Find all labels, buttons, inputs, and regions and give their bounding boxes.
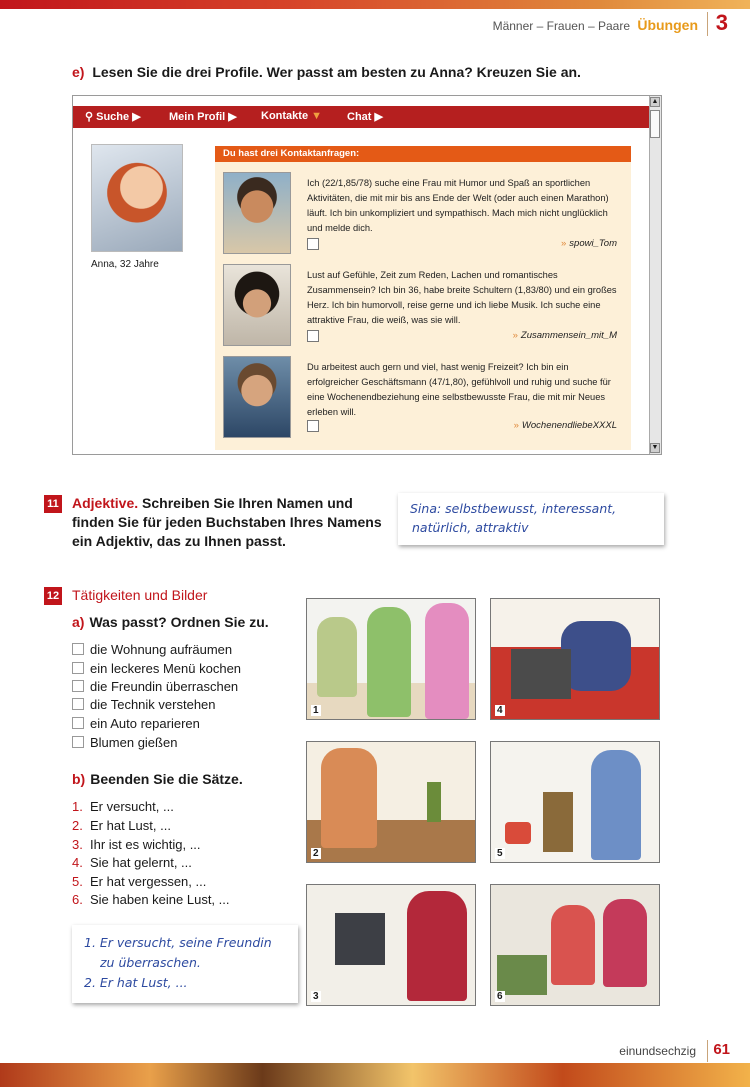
picture-number: 2 bbox=[313, 848, 319, 859]
profile-signature: » WochenendliebeXXXL bbox=[513, 420, 617, 431]
illustration-cooking bbox=[306, 741, 476, 863]
site-navbar bbox=[73, 106, 649, 128]
sentence-item: 2. Er hat Lust, ... bbox=[72, 818, 171, 833]
task-text: Lesen Sie die drei Profile. Wer passt am besten zu Anna? Kreuzen Sie an. bbox=[92, 64, 581, 80]
profile-text: Du arbeitest auch gern und viel, hast wenig Freizeit? Ich bin ein erfolgreicher Geschäftsmann (47/1,80), gefühlvoll und ruhig und suche für eine Wochenendbeziehung eine selbstbewusste Frau, die mit mir Neues erleben will. bbox=[307, 362, 611, 417]
person-figure bbox=[425, 603, 469, 719]
play-icon: ▶ bbox=[374, 111, 383, 123]
person-figure bbox=[603, 899, 647, 987]
profile-card bbox=[223, 356, 625, 446]
illustration-computer bbox=[306, 884, 476, 1006]
exercise-11-number: 11 bbox=[44, 495, 62, 513]
task-letter: e) bbox=[72, 64, 85, 80]
page-word: einundsechzig bbox=[619, 1044, 696, 1058]
nav-suche[interactable]: ⚲ Suche ▶ bbox=[85, 111, 141, 123]
profile-text: Lust auf Gefühle, Zeit zum Reden, Lachen und romantisches Zusammensein? Ich bin 36, habe breite Schultern (1,83/80) und ein großes Herz. Ich bin humorvoll, reise gerne und ich liebe Musik. Ich suche eine attraktive Frau, die weiß, was sie will. bbox=[307, 270, 617, 325]
nav-kontakte[interactable]: Kontakte ▼ bbox=[261, 110, 323, 122]
footer-divider bbox=[707, 1040, 708, 1062]
sentence-item: 3. Ihr ist es wichtig, ... bbox=[72, 837, 201, 852]
illustration-car-repair bbox=[490, 598, 660, 720]
sentence-item: 6. Sie haben keine Lust, ... bbox=[72, 892, 230, 907]
exercise-11-example-note: Sina: selbstbewusst, interessant, natürlich, attraktiv bbox=[398, 493, 664, 545]
person-figure bbox=[317, 617, 357, 697]
bottom-photo-strip bbox=[0, 1063, 750, 1087]
page-number: 61 bbox=[713, 1041, 730, 1058]
activity-item[interactable]: die Freundin überraschen bbox=[72, 679, 238, 694]
profile-signature: » spowi_Tom bbox=[561, 238, 617, 249]
task-e-instruction bbox=[72, 64, 581, 80]
person-figure bbox=[407, 891, 467, 1001]
sentence-item: 4. Sie hat gelernt, ... bbox=[72, 855, 192, 870]
picture-number: 6 bbox=[497, 991, 503, 1002]
exercise-12a-instruction: a) Was passt? Ordnen Sie zu. bbox=[72, 614, 269, 630]
person-figure bbox=[321, 748, 377, 848]
section-label: Übungen bbox=[637, 17, 698, 33]
profile-card bbox=[223, 172, 625, 262]
activity-checkbox bbox=[72, 643, 84, 655]
watering-can-shape bbox=[505, 822, 531, 844]
top-color-band bbox=[0, 0, 750, 9]
activity-item[interactable]: ein Auto reparieren bbox=[72, 716, 200, 731]
profile-checkbox[interactable] bbox=[307, 238, 319, 250]
play-icon: ▶ bbox=[132, 111, 141, 123]
dating-site-window bbox=[72, 95, 662, 455]
scroll-thumb[interactable] bbox=[650, 110, 660, 138]
picture-number: 3 bbox=[313, 991, 319, 1002]
search-icon: ⚲ bbox=[85, 111, 94, 123]
exercise-12-number: 12 bbox=[44, 587, 62, 605]
person-figure bbox=[367, 607, 411, 717]
exercise-11-instruction: Adjektive. Schreiben Sie Ihren Namen und finden Sie für jeden Buchstaben Ihres Namens ein Adjektiv, das zu Ihnen passt. bbox=[72, 495, 382, 549]
picture-number: 5 bbox=[497, 848, 503, 859]
profile-card bbox=[223, 264, 625, 354]
activity-item[interactable]: die Technik verstehen bbox=[72, 697, 216, 712]
illustration-messy-room bbox=[490, 884, 660, 1006]
running-head bbox=[493, 17, 698, 33]
exercise-12b-example-note: 1. Er versucht, seine Freundin zu überraschen. 2. Er hat Lust, ... bbox=[72, 925, 298, 1003]
scroll-up-arrow-icon[interactable]: ▲ bbox=[651, 98, 659, 105]
activity-checkbox bbox=[72, 698, 84, 710]
profile-photo bbox=[223, 264, 291, 346]
activity-checkbox bbox=[72, 736, 84, 748]
person-figure bbox=[591, 750, 641, 860]
person-figure bbox=[551, 905, 595, 985]
contacts-heading: Du hast drei Kontaktanfragen: bbox=[215, 146, 631, 162]
clutter-shape bbox=[497, 955, 547, 995]
activity-item[interactable]: die Wohnung aufräumen bbox=[72, 642, 232, 657]
activity-item[interactable]: ein leckeres Menü kochen bbox=[72, 661, 241, 676]
engine-shape bbox=[511, 649, 571, 699]
scrollbar[interactable] bbox=[649, 96, 661, 454]
chapter-number: 3 bbox=[715, 10, 728, 35]
illustration-watering-plants bbox=[490, 741, 660, 863]
sentence-item: 1. Er versucht, ... bbox=[72, 799, 174, 814]
plant-shape bbox=[543, 792, 573, 852]
profile-checkbox[interactable] bbox=[307, 420, 319, 432]
header-divider bbox=[707, 12, 708, 36]
picture-number: 4 bbox=[497, 705, 503, 716]
breadcrumb: Männer – Frauen – Paare bbox=[492, 19, 630, 33]
exercise-12-title: Tätigkeiten und Bilder bbox=[72, 587, 208, 603]
illustration-friends-visit bbox=[306, 598, 476, 720]
profile-photo bbox=[223, 356, 291, 438]
activity-item[interactable]: Blumen gießen bbox=[72, 735, 177, 750]
profile-photo bbox=[223, 172, 291, 254]
anna-caption: Anna, 32 Jahre bbox=[91, 259, 159, 270]
anna-photo bbox=[91, 144, 183, 252]
profile-signature: » Zusammensein_mit_M bbox=[512, 330, 617, 341]
chevron-down-icon: ▼ bbox=[311, 110, 323, 122]
scroll-down-arrow-icon[interactable]: ▼ bbox=[651, 444, 659, 451]
activity-checkbox bbox=[72, 680, 84, 692]
nav-mein-profil[interactable]: Mein Profil ▶ bbox=[169, 111, 237, 123]
picture-number: 1 bbox=[313, 705, 319, 716]
activity-checkbox bbox=[72, 662, 84, 674]
profile-text: Ich (22/1,85/78) suche eine Frau mit Humor und Spaß an sportlichen Aktivitäten, die mit mir bis ans Ende der Welt (oder auch einen Marathon) läuft. Ich bin unkompliziert und sympathisch. Mach mich nicht unglücklich und melde dich. bbox=[307, 178, 609, 233]
person-figure bbox=[561, 621, 631, 691]
exercise-12b-instruction: b) Beenden Sie die Sätze. bbox=[72, 771, 243, 787]
activity-checkbox bbox=[72, 717, 84, 729]
play-icon: ▶ bbox=[228, 111, 237, 123]
bottle-shape bbox=[427, 782, 441, 822]
sentence-item: 5. Er hat vergessen, ... bbox=[72, 874, 207, 889]
monitor-shape bbox=[335, 913, 385, 965]
nav-chat[interactable]: Chat ▶ bbox=[347, 111, 383, 123]
contact-requests-box bbox=[215, 146, 631, 450]
profile-checkbox[interactable] bbox=[307, 330, 319, 342]
